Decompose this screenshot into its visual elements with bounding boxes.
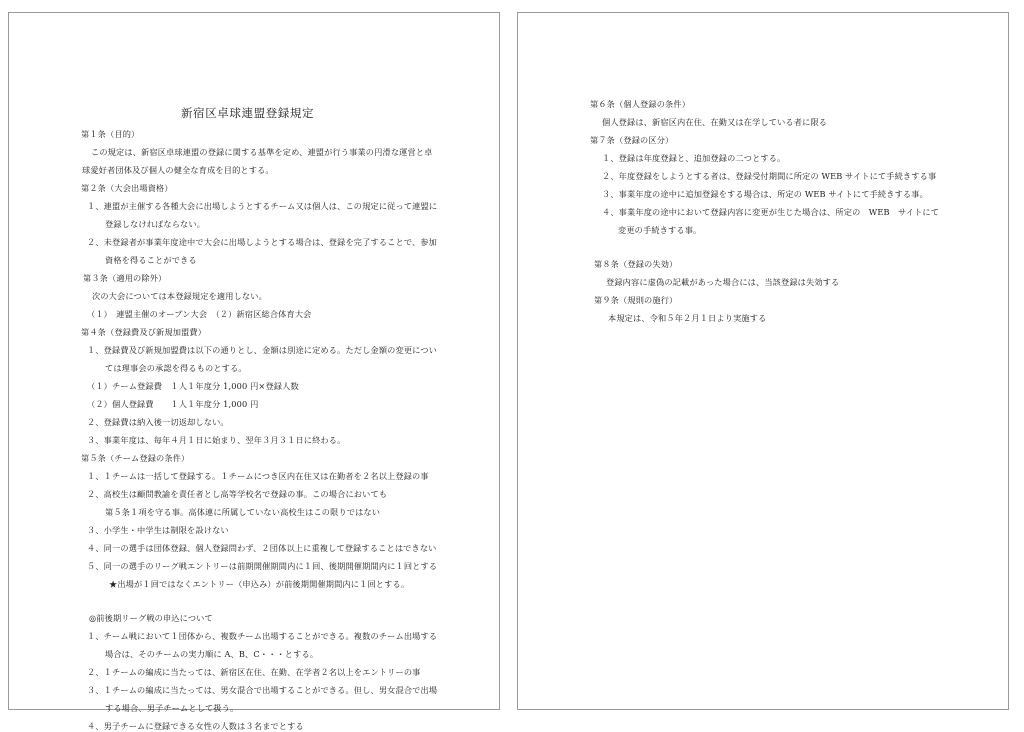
paragraph-line: 第５条１項を守る事。高体連に所属していない高校生はこの限りではない xyxy=(105,507,381,517)
article-3-heading: 第３条（適用の除外） xyxy=(83,273,167,283)
paragraph-line: ３、事業年度の途中に追加登録をする場合は、所定の WEB サイトにて手続きする事。 xyxy=(602,189,928,199)
paragraph-line: ４、事業年度の途中において登録内容に変更が生じた場合は、所定の WEB サイトにて xyxy=(602,207,940,217)
article-4-heading: 第４条（登録費及び新規加盟費） xyxy=(81,327,207,337)
paragraph-line: ４、男子チームに登録できる女性の人数は３名までとする xyxy=(87,721,304,731)
paragraph-line: 登録しなければならない。 xyxy=(105,219,206,229)
paragraph-line: 登録内容に虚偽の記載があった場合には、当該登録は失効する xyxy=(606,277,840,287)
document-page-left xyxy=(8,12,500,731)
paragraph-line: 本規定は、令和５年２月１日より実施する xyxy=(608,313,767,323)
paragraph-line: ２、１チームの編成に当たっては、新宿区在住、在勤、在学者２名以上をエントリーの事 xyxy=(87,667,421,677)
fee-line: （２）個人登録費 １人１年度分 1,000 円 xyxy=(87,399,259,409)
paragraph-line: ５、同一の選手のリーグ戦エントリーは前期開催期間内に１回、後期開催期間内に１回とする xyxy=(87,561,438,571)
paragraph-line: 変更の手続きする事。 xyxy=(618,225,702,235)
article-6-heading: 第６条（個人登録の条件） xyxy=(590,99,691,109)
paragraph-line: １、登録は年度登録と、追加登録の二つとする。 xyxy=(602,153,786,163)
paragraph-line: （１） 連盟主催のオープン大会 （２）新宿区総合体育大会 xyxy=(87,309,312,319)
paragraph-line: 場合は、そのチームの実力順に A、B、C・・・とする。 xyxy=(105,649,319,659)
paragraph-line: ２、登録費は納入後一切返却しない。 xyxy=(87,417,229,427)
paragraph-line: １、連盟が主催する各種大会に出場しようとするチーム又は個人は、この規定に従って連盟に xyxy=(87,201,438,211)
article-7-heading: 第７条（登録の区分） xyxy=(590,135,674,145)
paragraph-line: ３、小学生・中学生は制限を設けない xyxy=(87,525,229,535)
paragraph-line: ４、同一の選手は団体登録、個人登録問わず、２団体以上に重複して登録することはできない xyxy=(87,543,437,553)
paragraph-line: ２、年度登録をしようとする者は、登録受付期間に所定の WEB サイトにて手続きする事 xyxy=(602,171,937,181)
paragraph-line: 次の大会については本登録規定を適用しない。 xyxy=(92,291,267,301)
document-title: 新宿区卓球連盟登録規定 xyxy=(181,106,315,120)
article-5-heading: 第５条（チーム登録の条件） xyxy=(81,453,190,463)
paragraph-line: 資格を得ることができる xyxy=(105,255,197,265)
paragraph-line: ３、１チームの編成に当たっては、男女混合で出場することができる。但し、男女混合で出場 xyxy=(87,685,438,695)
paragraph-line: ３、事業年度は、毎年４月１日に始まり、翌年３月３１日に終わる。 xyxy=(87,435,346,445)
article-8-heading: 第８条（登録の失効） xyxy=(594,259,678,269)
article-1-heading: 第１条（目的） xyxy=(81,129,140,139)
document-page-right xyxy=(517,12,1009,710)
paragraph-line: 球愛好者団体及び個人の健全な育成を目的とする。 xyxy=(82,165,274,175)
paragraph-line: １、１チームは一括して登録する。１チームにつき区内在住又は在勤者を２名以上登録の事 xyxy=(87,471,429,481)
paragraph-line: ２、未登録者が事業年度途中で大会に出場しようとする場合は、登録を完了することで、参加 xyxy=(87,237,438,247)
paragraph-line: １、登録費及び新規加盟費は以下の通りとし、金額は別途に定める。ただし金額の変更につい xyxy=(87,345,438,355)
paragraph-line: この規定は、新宿区卓球連盟の登録に関する基準を定め、連盟が行う事業の円滑な運営と卓 xyxy=(91,147,433,157)
paragraph-line: １、チーム戦において１団体から、複数チーム出場することができる。複数のチーム出場する xyxy=(87,631,438,641)
paragraph-line: 個人登録は、新宿区内在住、在勤又は在学している者に限る xyxy=(602,117,828,127)
article-2-heading: 第２条（大会出場資格） xyxy=(81,183,173,193)
paragraph-line: ては理事会の承認を得るものとする。 xyxy=(105,363,247,373)
fee-line: （１）チーム登録費 １人１年度分 1,000 円×登録人数 xyxy=(87,381,299,391)
paragraph-line: ２、高校生は顧問教諭を責任者とし高等学校名で登録の事。この場合においても xyxy=(87,489,388,499)
article-9-heading: 第９条（規則の施行） xyxy=(594,295,678,305)
note-line: ★出場が１回ではなくエントリー（申込み）が前後期開催期間内に１回とする。 xyxy=(109,579,410,589)
section-heading: ◎前後期リーグ戦の申込について xyxy=(89,613,213,623)
paragraph-line: する場合、男子チームとして扱う。 xyxy=(105,703,239,713)
